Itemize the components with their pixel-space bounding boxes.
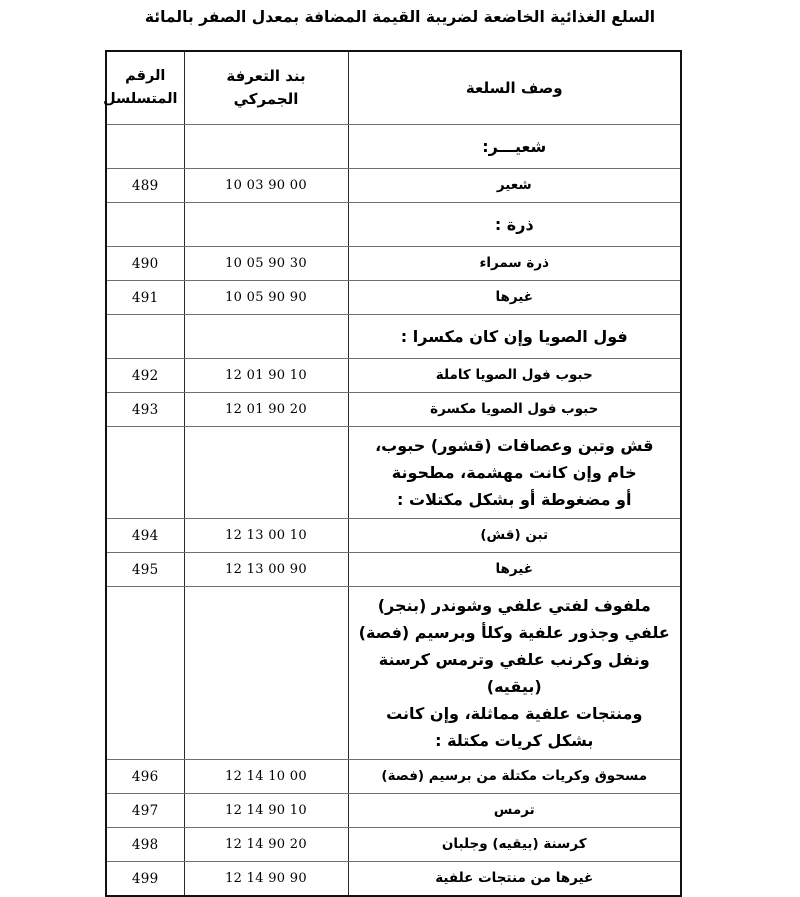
serial-number-cell <box>106 125 184 169</box>
tariff-code-cell: 12 14 90 20 <box>184 828 348 862</box>
goods-description-cell: ترمس <box>348 794 681 828</box>
column-header-tariff-code-line2: الجمركي <box>233 90 299 108</box>
goods-description-cell: غيرها <box>348 281 681 315</box>
tariff-code-cell <box>184 315 348 359</box>
table-section-row <box>106 125 681 169</box>
tariff-code-cell: 10 05 90 30 <box>184 247 348 281</box>
section-heading-cell: ذرة : <box>348 203 681 247</box>
serial-number-cell: 493 <box>106 393 184 427</box>
table-header-row <box>106 51 681 125</box>
goods-description-cell: ذرة سمراء <box>348 247 681 281</box>
table-row <box>106 519 681 553</box>
table-row <box>106 247 681 281</box>
serial-number-cell: 498 <box>106 828 184 862</box>
table-row <box>106 359 681 393</box>
section-heading-line: علفي وجذور علفية وكلأ وبرسيم (فصة) <box>358 623 670 642</box>
column-header-serial-line2: المتسلسل <box>103 91 178 107</box>
section-heading-line: ونفل وكرنب علفي وترمس كرسنة (بيقيه) <box>378 650 650 696</box>
serial-number-cell: 492 <box>106 359 184 393</box>
serial-number-cell: 489 <box>106 169 184 203</box>
serial-number-cell <box>106 315 184 359</box>
section-heading-cell <box>348 587 681 760</box>
section-heading-cell: شعيـــر: <box>348 125 681 169</box>
table-section-row <box>106 203 681 247</box>
tariff-code-cell: 12 13 00 10 <box>184 519 348 553</box>
section-heading-line: خام وإن كانت مهشمة، مطحونة <box>391 463 637 482</box>
column-header-description: وصف السلعة <box>348 51 681 125</box>
section-heading-line: قش وتبن وعصافات (قشور) حبوب، <box>375 436 654 455</box>
table-row <box>106 393 681 427</box>
serial-number-cell <box>106 587 184 760</box>
section-heading-cell <box>348 427 681 519</box>
table-section-row <box>106 427 681 519</box>
goods-description-cell: حبوب فول الصويا مكسرة <box>348 393 681 427</box>
table-row <box>106 553 681 587</box>
tariff-code-cell: 10 03 90 00 <box>184 169 348 203</box>
goods-table-container <box>103 50 682 897</box>
tariff-code-cell <box>184 587 348 760</box>
table-row <box>106 169 681 203</box>
column-header-tariff-code <box>184 51 348 125</box>
goods-description-cell: شعير <box>348 169 681 203</box>
tariff-code-cell: 12 01 90 20 <box>184 393 348 427</box>
table-body <box>106 125 681 897</box>
tariff-code-cell: 12 14 10 00 <box>184 760 348 794</box>
section-heading-line: ملفوف لفتي علفي وشوندر (بنجر) <box>377 596 651 615</box>
serial-number-cell: 494 <box>106 519 184 553</box>
tariff-code-cell <box>184 125 348 169</box>
tariff-code-cell: 10 05 90 90 <box>184 281 348 315</box>
serial-number-cell: 490 <box>106 247 184 281</box>
serial-number-cell: 499 <box>106 862 184 897</box>
table-header <box>103 51 681 125</box>
table-row <box>106 281 681 315</box>
zero-rated-goods-table <box>105 50 682 897</box>
goods-description-cell: كرسنة (بيقيه) وجلبان <box>348 828 681 862</box>
table-row <box>106 794 681 828</box>
section-heading-cell: فول الصويا وإن كان مكسرا : <box>348 315 681 359</box>
goods-description-cell: تبن (قش) <box>348 519 681 553</box>
table-section-row <box>106 587 681 760</box>
column-header-tariff-code-line1: بند التعرفة <box>226 67 306 85</box>
serial-number-cell <box>106 427 184 519</box>
table-row <box>106 828 681 862</box>
tariff-code-cell: 12 14 90 90 <box>184 862 348 897</box>
section-heading-line: ومنتجات علفية مماثلة، وإن كانت <box>386 704 643 723</box>
tariff-code-cell: 12 13 00 90 <box>184 553 348 587</box>
column-header-serial-line1: الرقم <box>125 68 166 84</box>
goods-description-cell: غيرها <box>348 553 681 587</box>
serial-number-cell: 497 <box>106 794 184 828</box>
serial-number-cell: 495 <box>106 553 184 587</box>
section-heading-line: بشكل كريات مكتلة : <box>435 731 594 750</box>
table-row <box>106 760 681 794</box>
tariff-code-cell <box>184 203 348 247</box>
goods-description-cell: غيرها من منتجات علفية <box>348 862 681 897</box>
goods-description-cell: حبوب فول الصويا كاملة <box>348 359 681 393</box>
serial-number-cell: 496 <box>106 760 184 794</box>
column-header-serial <box>103 51 184 125</box>
tariff-code-cell <box>184 427 348 519</box>
page-title: السلع الغذائية الخاضعة لضريبة القيمة المضافة بمعدل الصفر بالمائة <box>144 8 656 26</box>
section-heading-line: أو مضغوطة أو بشكل مكتلات : <box>397 490 632 509</box>
tariff-code-cell: 12 01 90 10 <box>184 359 348 393</box>
serial-number-cell: 491 <box>106 281 184 315</box>
tariff-code-cell: 12 14 90 10 <box>184 794 348 828</box>
table-row <box>106 862 681 897</box>
goods-description-cell: مسحوق وكريات مكتلة من برسيم (فصة) <box>348 760 681 794</box>
serial-number-cell <box>106 203 184 247</box>
table-section-row <box>106 315 681 359</box>
